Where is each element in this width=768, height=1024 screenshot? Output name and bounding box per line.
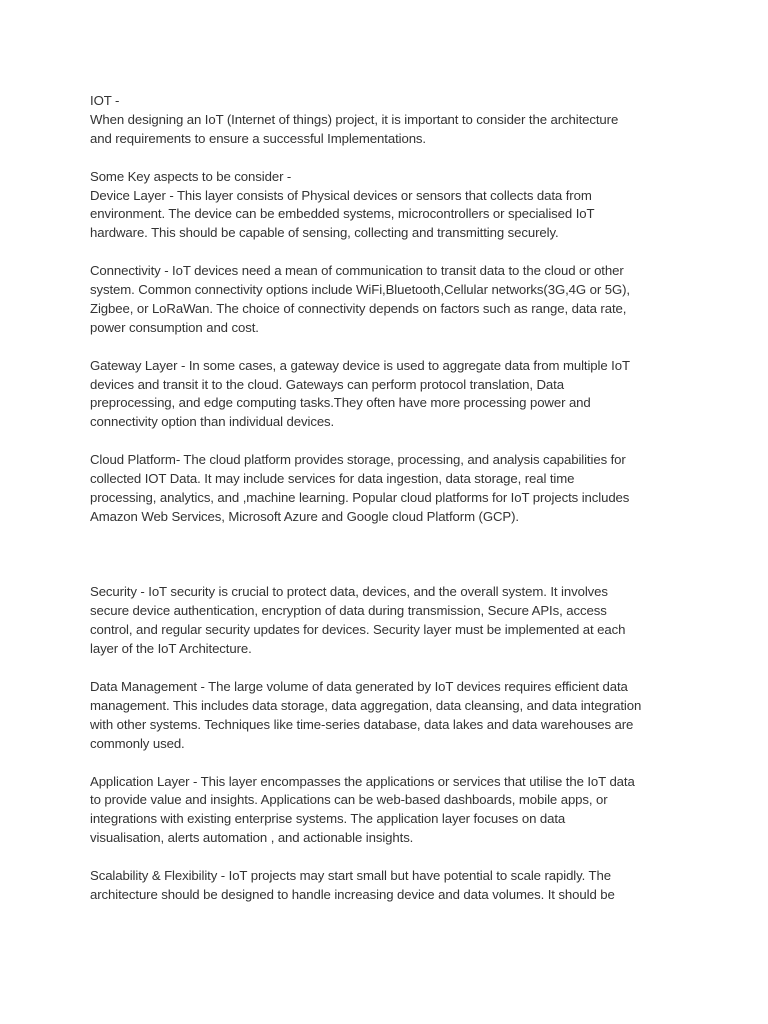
document-page — [90, 92, 690, 905]
document-heading: IOT - — [90, 93, 120, 108]
data-management-paragraph: Data Management - The large volume of data generated by IoT devices requires efficient data management. This includes data storage, data aggregation, data cleansing, and data integration with other systems. Techniques like time-series database, data lakes and data warehouses are commonly used. — [90, 678, 642, 751]
paragraph-spacer — [90, 243, 690, 262]
paragraph-spacer — [90, 754, 690, 773]
paragraph-spacer — [90, 149, 690, 168]
device-layer-paragraph: Device Layer - This layer consists of Physical devices or sensors that collects data from environment. The device can be embedded systems, microcontrollers or specialised IoT hardware. This should be capable of sensing, collecting and transmitting securely. — [90, 187, 595, 241]
paragraph-spacer — [90, 432, 690, 451]
connectivity-paragraph: Connectivity - IoT devices need a mean of communication to transit data to the cloud or other system. Common connectivity options include WiFi,Bluetooth,Cellular networks(3G,4G or 5G), Zigbee, or LoRaWan. The choice of connectivity depends on factors such as range, data rate, power consumption and cost. — [90, 263, 630, 335]
aspects-heading: Some Key aspects to be consider - — [90, 168, 292, 184]
paragraph-spacer — [90, 848, 690, 867]
security-paragraph: Security - IoT security is crucial to protect data, devices, and the overall system. It involves secure device authentication, encryption of data during transmission, Secure APIs, access control, and regular security updates for devices. Security layer must be implemented at each layer of the IoT Architecture. — [90, 584, 626, 657]
paragraph-spacer — [90, 338, 690, 357]
scalability-paragraph: Scalability & Flexibility - IoT projects may start small but have potential to scale rapidly. The architecture should be designed to handle increasing device and data volumes. It should be — [90, 868, 615, 902]
gateway-layer-paragraph: Gateway Layer - In some cases, a gateway device is used to aggregate data from multiple IoT devices and transit it to the cloud. Gateways can perform protocol translation, Data preprocessing, and edge computing tasks.They often have more processing power and connectivity option than individual devices. — [90, 357, 630, 430]
cloud-platform-paragraph: Cloud Platform- The cloud platform provides storage, processing, and analysis capabilities for collected IOT Data. It may include services for data ingestion, data storage, real time processing, analytics, and ,machine learning. Popular cloud platforms for IoT projects includes Amazon Web Services, Microsoft Azure and Google cloud Platform (GCP). — [90, 452, 630, 524]
paragraph-spacer — [90, 659, 690, 678]
application-layer-paragraph: Application Layer - This layer encompasses the applications or services that utilise the IoT data to provide value and insights. Applications can be web-based dashboards, mobile apps, or integrations with existing enterprise systems. The application layer focuses on data visualisation, alerts automation , and actionable insights. — [90, 773, 635, 846]
paragraph-spacer-large — [90, 527, 690, 584]
intro-paragraph: When designing an IoT (Internet of things) project, it is important to consider the architecture and requirements to ensure a successful Implementations. — [90, 111, 619, 146]
